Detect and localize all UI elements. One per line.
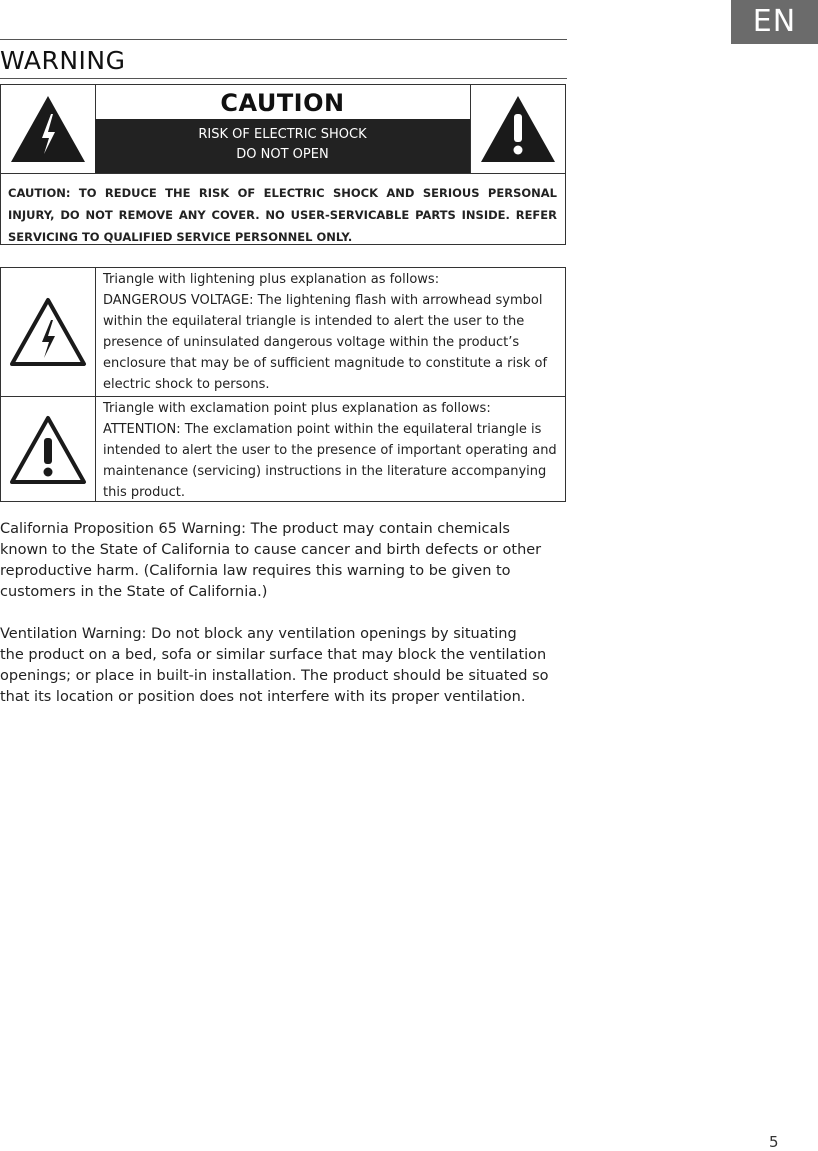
exclamation-triangle-icon: [479, 94, 557, 164]
symbol-icon-cell: [1, 397, 96, 502]
text-line: Triangle with exclamation point plus explanation as follows:: [103, 401, 491, 416]
caution-heading: CAUTION: [220, 89, 345, 117]
caution-band-line1: RISK OF ELECTRIC SHOCK: [198, 127, 367, 142]
text-line: the product on a bed, sofa or similar surface that may block the ventilation: [0, 647, 547, 663]
caution-band: [95, 119, 470, 173]
caution-right-icon-cell: [470, 85, 565, 173]
symbol-icon-cell: [1, 268, 96, 396]
text-line: presence of uninsulated dangerous voltage within the product’s: [103, 335, 520, 350]
caution-band-line2: DO NOT OPEN: [236, 147, 329, 162]
lightning-triangle-icon: [8, 296, 88, 368]
symbol-row-lightning: [1, 268, 565, 396]
text-line: ATTENTION: The exclamation point within the equilateral triangle is: [103, 422, 542, 437]
page-title: WARNING: [0, 46, 126, 75]
text-line: intended to alert the user to the presence of important operating and: [103, 443, 557, 458]
text-line: this product.: [103, 485, 185, 500]
ventilation-warning: [0, 624, 560, 708]
lightning-triangle-icon: [9, 94, 87, 164]
caution-body-text: CAUTION: TO REDUCE THE RISK OF ELECTRIC SHOCK AND SERIOUS PERSONAL INJURY, DO NOT REMOVE ANY COVER. NO USER-SERVICABLE PARTS INSIDE. REFER SERVICING TO QUALIFIED SERVICE PERSONNEL ONLY.: [1, 173, 565, 244]
text-line: known to the State of California to cause cancer and birth defects or other: [0, 542, 542, 558]
text-line: Triangle with lightening plus explanation as follows:: [103, 272, 440, 287]
text-line: customers in the State of California.): [0, 584, 268, 600]
text-line: Ventilation Warning: Do not block any ventilation openings by situating: [0, 626, 517, 642]
exclamation-triangle-icon: [8, 414, 88, 486]
text-line: that its location or position does not interfere with its proper ventilation.: [0, 689, 526, 705]
symbol-text-exclamation: [103, 398, 559, 503]
text-line: maintenance (servicing) instructions in the literature accompanying: [103, 464, 547, 479]
symbol-text-lightning: [103, 269, 559, 395]
text-line: reproductive harm. (California law requires this warning to be given to: [0, 563, 511, 579]
symbol-row-exclamation: [1, 396, 565, 502]
title-rule-bottom: [0, 78, 567, 79]
text-line: openings; or place in built-in installation. The product should be situated so: [0, 668, 549, 684]
caution-box: [0, 84, 566, 245]
symbol-table: [0, 267, 566, 502]
title-rule-top: [0, 39, 567, 40]
text-line: DANGEROUS VOLTAGE: The lightening flash with arrowhead symbol: [103, 293, 543, 308]
text-line: electric shock to persons.: [103, 377, 270, 392]
text-line: California Proposition 65 Warning: The product may contain chemicals: [0, 521, 510, 537]
language-tab: EN: [731, 0, 818, 44]
caution-center: [95, 85, 470, 173]
text-line: within the equilateral triangle is intended to alert the user to the: [103, 314, 525, 329]
page-number: 5: [769, 1133, 779, 1151]
caution-left-icon-cell: [1, 85, 96, 173]
prop65-warning: [0, 519, 560, 603]
text-line: enclosure that may be of sufficient magnitude to constitute a risk of: [103, 356, 548, 371]
